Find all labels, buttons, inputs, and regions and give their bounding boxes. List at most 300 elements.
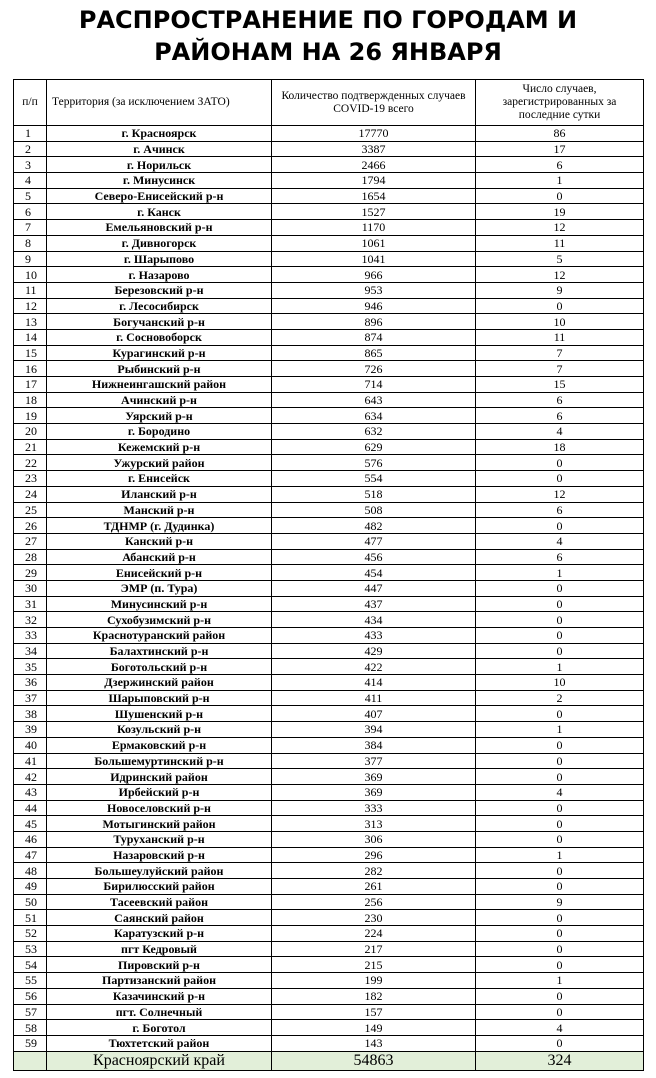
row-daily-cases: 0 xyxy=(476,769,644,785)
table-row xyxy=(14,957,644,973)
row-total-cases: 17770 xyxy=(272,126,476,142)
header-daily-cases: Число случаев, зарегистрированных за последние сутки xyxy=(476,80,644,126)
row-territory: Кежемский р-н xyxy=(47,439,272,455)
table-row xyxy=(14,486,644,502)
row-territory: Шушенский р-н xyxy=(47,706,272,722)
row-total-cases: 157 xyxy=(272,1004,476,1020)
row-number: 3 xyxy=(14,157,47,173)
row-total-cases: 1041 xyxy=(272,251,476,267)
table-row xyxy=(14,596,644,612)
row-territory: Минусинский р-н xyxy=(47,596,272,612)
row-number: 53 xyxy=(14,941,47,957)
row-daily-cases: 0 xyxy=(476,1004,644,1020)
row-number: 12 xyxy=(14,298,47,314)
row-number: 34 xyxy=(14,643,47,659)
row-number: 14 xyxy=(14,329,47,345)
row-number: 16 xyxy=(14,361,47,377)
row-total-cases: 143 xyxy=(272,1035,476,1051)
table-row xyxy=(14,675,644,691)
table-row xyxy=(14,298,644,314)
table-row xyxy=(14,361,644,377)
row-territory: Тюхтетский район xyxy=(47,1035,272,1051)
row-daily-cases: 11 xyxy=(476,329,644,345)
row-number: 39 xyxy=(14,722,47,738)
header-territory: Территория (за исключением ЗАТО) xyxy=(47,80,272,126)
row-number: 18 xyxy=(14,392,47,408)
row-number: 17 xyxy=(14,377,47,393)
row-total-cases: 518 xyxy=(272,486,476,502)
row-territory: Нижнеингашский район xyxy=(47,377,272,393)
row-daily-cases: 4 xyxy=(476,533,644,549)
row-total-cases: 2466 xyxy=(272,157,476,173)
row-territory: г. Дивногорск xyxy=(47,235,272,251)
table-row xyxy=(14,314,644,330)
table-row xyxy=(14,518,644,534)
row-daily-cases: 6 xyxy=(476,157,644,173)
row-territory: Ужурский район xyxy=(47,455,272,471)
row-daily-cases: 0 xyxy=(476,816,644,832)
row-total-cases: 394 xyxy=(272,722,476,738)
header-total-cases: Количество подтвержденных случаев COVID-19 всего xyxy=(272,80,476,126)
row-territory: ЭМР (п. Тура) xyxy=(47,580,272,596)
table-row xyxy=(14,533,644,549)
row-daily-cases: 0 xyxy=(476,628,644,644)
row-territory: Курагинский р-н xyxy=(47,345,272,361)
row-total-cases: 149 xyxy=(272,1020,476,1036)
table-row xyxy=(14,847,644,863)
row-territory: Краснотуранский район xyxy=(47,628,272,644)
row-territory: Большеулуйский район xyxy=(47,863,272,879)
row-total-cases: 554 xyxy=(272,471,476,487)
row-total-cases: 1061 xyxy=(272,235,476,251)
row-territory: Абанский р-н xyxy=(47,549,272,565)
row-daily-cases: 0 xyxy=(476,831,644,847)
table-row xyxy=(14,220,644,236)
row-total-cases: 199 xyxy=(272,973,476,989)
row-number: 20 xyxy=(14,424,47,440)
row-total-cases: 456 xyxy=(272,549,476,565)
row-territory: г. Канск xyxy=(47,204,272,220)
row-total-cases: 482 xyxy=(272,518,476,534)
table-row xyxy=(14,377,644,393)
row-territory: Емельяновский р-н xyxy=(47,220,272,236)
row-daily-cases: 4 xyxy=(476,424,644,440)
row-daily-cases: 0 xyxy=(476,879,644,895)
table-row xyxy=(14,941,644,957)
row-daily-cases: 0 xyxy=(476,518,644,534)
row-daily-cases: 0 xyxy=(476,910,644,926)
row-number: 52 xyxy=(14,926,47,942)
row-number: 48 xyxy=(14,863,47,879)
table-row xyxy=(14,565,644,581)
table-row xyxy=(14,424,644,440)
table-row xyxy=(14,141,644,157)
row-territory: Саянский район xyxy=(47,910,272,926)
row-daily-cases: 6 xyxy=(476,408,644,424)
row-daily-cases: 1 xyxy=(476,973,644,989)
row-territory: г. Енисейск xyxy=(47,471,272,487)
row-total-cases: 874 xyxy=(272,329,476,345)
row-territory: Северо-Енисейский р-н xyxy=(47,188,272,204)
row-daily-cases: 11 xyxy=(476,235,644,251)
total-row-daily: 324 xyxy=(476,1051,644,1070)
row-daily-cases: 1 xyxy=(476,565,644,581)
row-total-cases: 434 xyxy=(272,612,476,628)
row-daily-cases: 9 xyxy=(476,894,644,910)
row-territory: Козульский р-н xyxy=(47,722,272,738)
table-row xyxy=(14,737,644,753)
row-number: 49 xyxy=(14,879,47,895)
row-daily-cases: 1 xyxy=(476,659,644,675)
table-row xyxy=(14,659,644,675)
row-territory: Идринский район xyxy=(47,769,272,785)
table-row xyxy=(14,408,644,424)
table-row xyxy=(14,784,644,800)
row-territory: г. Сосновоборск xyxy=(47,329,272,345)
row-daily-cases: 0 xyxy=(476,988,644,1004)
row-number: 10 xyxy=(14,267,47,283)
table-row xyxy=(14,690,644,706)
row-territory: г. Бородино xyxy=(47,424,272,440)
row-total-cases: 422 xyxy=(272,659,476,675)
row-total-cases: 576 xyxy=(272,455,476,471)
row-number: 55 xyxy=(14,973,47,989)
row-number: 19 xyxy=(14,408,47,424)
row-number: 23 xyxy=(14,471,47,487)
row-number: 26 xyxy=(14,518,47,534)
table-row xyxy=(14,1004,644,1020)
row-territory: Партизанский район xyxy=(47,973,272,989)
row-number: 30 xyxy=(14,580,47,596)
row-territory: Бирилюсский район xyxy=(47,879,272,895)
page-title xyxy=(0,4,656,68)
row-number: 24 xyxy=(14,486,47,502)
row-territory: Сухобузимский р-н xyxy=(47,612,272,628)
table-row xyxy=(14,926,644,942)
table-row xyxy=(14,345,644,361)
row-number: 31 xyxy=(14,596,47,612)
table-row xyxy=(14,157,644,173)
row-number: 5 xyxy=(14,188,47,204)
row-number: 6 xyxy=(14,204,47,220)
row-number: 42 xyxy=(14,769,47,785)
row-daily-cases: 0 xyxy=(476,596,644,612)
row-number: 59 xyxy=(14,1035,47,1051)
row-total-cases: 333 xyxy=(272,800,476,816)
row-daily-cases: 7 xyxy=(476,361,644,377)
row-daily-cases: 0 xyxy=(476,1035,644,1051)
table-row xyxy=(14,831,644,847)
table-row xyxy=(14,455,644,471)
row-total-cases: 429 xyxy=(272,643,476,659)
row-total-cases: 296 xyxy=(272,847,476,863)
row-daily-cases: 1 xyxy=(476,173,644,189)
row-territory: Шарыповский р-н xyxy=(47,690,272,706)
row-daily-cases: 0 xyxy=(476,737,644,753)
row-number: 54 xyxy=(14,957,47,973)
row-daily-cases: 4 xyxy=(476,1020,644,1036)
row-number: 45 xyxy=(14,816,47,832)
row-total-cases: 437 xyxy=(272,596,476,612)
row-total-cases: 896 xyxy=(272,314,476,330)
row-territory: Казачинский р-н xyxy=(47,988,272,1004)
table-row xyxy=(14,879,644,895)
row-total-cases: 632 xyxy=(272,424,476,440)
row-total-cases: 306 xyxy=(272,831,476,847)
title-line-2: РАЙОНАМ НА 26 ЯНВАРЯ xyxy=(154,38,502,66)
row-territory: Дзержинский район xyxy=(47,675,272,691)
row-number: 21 xyxy=(14,439,47,455)
row-number: 29 xyxy=(14,565,47,581)
row-daily-cases: 6 xyxy=(476,392,644,408)
row-territory: Березовский р-н xyxy=(47,282,272,298)
row-territory: г. Красноярск xyxy=(47,126,272,142)
row-daily-cases: 5 xyxy=(476,251,644,267)
covid-cases-table xyxy=(13,79,644,1071)
table-row xyxy=(14,894,644,910)
row-territory: г. Боготол xyxy=(47,1020,272,1036)
row-daily-cases: 0 xyxy=(476,800,644,816)
row-daily-cases: 4 xyxy=(476,784,644,800)
row-daily-cases: 12 xyxy=(476,486,644,502)
table-row xyxy=(14,329,644,345)
table-row xyxy=(14,643,644,659)
row-territory: Большемуртинский р-н xyxy=(47,753,272,769)
row-number: 44 xyxy=(14,800,47,816)
row-number: 28 xyxy=(14,549,47,565)
row-total-cases: 643 xyxy=(272,392,476,408)
row-total-cases: 369 xyxy=(272,769,476,785)
row-daily-cases: 0 xyxy=(476,455,644,471)
row-daily-cases: 0 xyxy=(476,471,644,487)
row-number: 43 xyxy=(14,784,47,800)
row-daily-cases: 12 xyxy=(476,220,644,236)
table-row xyxy=(14,973,644,989)
row-number: 51 xyxy=(14,910,47,926)
row-total-cases: 726 xyxy=(272,361,476,377)
row-total-cases: 1527 xyxy=(272,204,476,220)
row-number: 11 xyxy=(14,282,47,298)
row-daily-cases: 0 xyxy=(476,298,644,314)
row-territory: Назаровский р-н xyxy=(47,847,272,863)
total-row-cases: 54863 xyxy=(272,1051,476,1070)
row-number: 27 xyxy=(14,533,47,549)
row-number: 35 xyxy=(14,659,47,675)
row-total-cases: 411 xyxy=(272,690,476,706)
row-daily-cases: 0 xyxy=(476,612,644,628)
table-row xyxy=(14,580,644,596)
table-row xyxy=(14,502,644,518)
table-row xyxy=(14,988,644,1004)
row-total-cases: 447 xyxy=(272,580,476,596)
row-total-cases: 414 xyxy=(272,675,476,691)
row-total-cases: 629 xyxy=(272,439,476,455)
table-row xyxy=(14,612,644,628)
table-total-row xyxy=(14,1051,644,1070)
table-row xyxy=(14,392,644,408)
row-total-cases: 714 xyxy=(272,377,476,393)
row-daily-cases: 7 xyxy=(476,345,644,361)
row-daily-cases: 10 xyxy=(476,675,644,691)
row-territory: Новоселовский р-н xyxy=(47,800,272,816)
row-territory: Туруханский р-н xyxy=(47,831,272,847)
row-daily-cases: 86 xyxy=(476,126,644,142)
row-number: 37 xyxy=(14,690,47,706)
row-territory: Боготольский р-н xyxy=(47,659,272,675)
row-total-cases: 377 xyxy=(272,753,476,769)
row-daily-cases: 18 xyxy=(476,439,644,455)
row-number: 22 xyxy=(14,455,47,471)
row-territory: Иланский р-н xyxy=(47,486,272,502)
row-territory: Балахтинский р-н xyxy=(47,643,272,659)
row-daily-cases: 19 xyxy=(476,204,644,220)
table-row xyxy=(14,282,644,298)
row-territory: Тасеевский район xyxy=(47,894,272,910)
table-row xyxy=(14,753,644,769)
row-daily-cases: 0 xyxy=(476,580,644,596)
row-daily-cases: 0 xyxy=(476,706,644,722)
table-row xyxy=(14,235,644,251)
row-daily-cases: 15 xyxy=(476,377,644,393)
row-territory: г. Шарыпово xyxy=(47,251,272,267)
row-territory: Рыбинский р-н xyxy=(47,361,272,377)
row-daily-cases: 1 xyxy=(476,847,644,863)
table-row xyxy=(14,549,644,565)
table-row xyxy=(14,863,644,879)
table-row xyxy=(14,439,644,455)
row-number: 25 xyxy=(14,502,47,518)
row-total-cases: 966 xyxy=(272,267,476,283)
table-row xyxy=(14,204,644,220)
row-territory: г. Назарово xyxy=(47,267,272,283)
row-total-cases: 407 xyxy=(272,706,476,722)
row-territory: Богучанский р-н xyxy=(47,314,272,330)
table-row xyxy=(14,251,644,267)
row-number: 8 xyxy=(14,235,47,251)
row-daily-cases: 6 xyxy=(476,549,644,565)
row-number: 57 xyxy=(14,1004,47,1020)
row-total-cases: 217 xyxy=(272,941,476,957)
table-body xyxy=(14,126,644,1052)
row-number: 40 xyxy=(14,737,47,753)
table-row xyxy=(14,769,644,785)
row-territory: пгт. Солнечный xyxy=(47,1004,272,1020)
row-daily-cases: 0 xyxy=(476,926,644,942)
row-total-cases: 1170 xyxy=(272,220,476,236)
row-total-cases: 369 xyxy=(272,784,476,800)
row-total-cases: 1654 xyxy=(272,188,476,204)
row-daily-cases: 1 xyxy=(476,722,644,738)
table-row xyxy=(14,800,644,816)
row-territory: Мотыгинский район xyxy=(47,816,272,832)
table-row xyxy=(14,706,644,722)
row-number: 38 xyxy=(14,706,47,722)
row-total-cases: 282 xyxy=(272,863,476,879)
row-daily-cases: 0 xyxy=(476,643,644,659)
row-number: 32 xyxy=(14,612,47,628)
row-daily-cases: 2 xyxy=(476,690,644,706)
row-territory: г. Минусинск xyxy=(47,173,272,189)
row-total-cases: 508 xyxy=(272,502,476,518)
row-daily-cases: 6 xyxy=(476,502,644,518)
row-daily-cases: 10 xyxy=(476,314,644,330)
row-daily-cases: 17 xyxy=(476,141,644,157)
row-territory: Манский р-н xyxy=(47,502,272,518)
row-territory: ТДНМР (г. Дудинка) xyxy=(47,518,272,534)
header-number: п/п xyxy=(14,80,47,126)
title-line-1: РАСПРОСТРАНЕНИЕ ПО ГОРОДАМ И xyxy=(78,6,578,34)
row-number: 9 xyxy=(14,251,47,267)
table-row xyxy=(14,816,644,832)
table-row xyxy=(14,628,644,644)
total-row-number xyxy=(14,1051,47,1070)
row-territory: Ирбейский р-н xyxy=(47,784,272,800)
row-total-cases: 865 xyxy=(272,345,476,361)
row-total-cases: 454 xyxy=(272,565,476,581)
total-row-name: Красноярский край xyxy=(47,1051,272,1070)
row-number: 50 xyxy=(14,894,47,910)
row-daily-cases: 0 xyxy=(476,753,644,769)
row-total-cases: 477 xyxy=(272,533,476,549)
row-daily-cases: 9 xyxy=(476,282,644,298)
table-row xyxy=(14,126,644,142)
row-number: 33 xyxy=(14,628,47,644)
row-number: 1 xyxy=(14,126,47,142)
row-number: 4 xyxy=(14,173,47,189)
row-total-cases: 224 xyxy=(272,926,476,942)
row-total-cases: 215 xyxy=(272,957,476,973)
row-territory: г. Лесосибирск xyxy=(47,298,272,314)
table-row xyxy=(14,471,644,487)
table-row xyxy=(14,1035,644,1051)
row-total-cases: 182 xyxy=(272,988,476,1004)
table-row xyxy=(14,910,644,926)
table-header-row xyxy=(14,80,644,126)
table-row xyxy=(14,173,644,189)
row-total-cases: 384 xyxy=(272,737,476,753)
row-number: 15 xyxy=(14,345,47,361)
row-number: 36 xyxy=(14,675,47,691)
row-total-cases: 953 xyxy=(272,282,476,298)
row-territory: Ачинский р-н xyxy=(47,392,272,408)
table-row xyxy=(14,267,644,283)
table-row xyxy=(14,188,644,204)
row-territory: Уярский р-н xyxy=(47,408,272,424)
row-total-cases: 230 xyxy=(272,910,476,926)
row-number: 47 xyxy=(14,847,47,863)
row-number: 2 xyxy=(14,141,47,157)
row-daily-cases: 0 xyxy=(476,941,644,957)
row-number: 46 xyxy=(14,831,47,847)
row-territory: г. Ачинск xyxy=(47,141,272,157)
row-total-cases: 946 xyxy=(272,298,476,314)
row-number: 13 xyxy=(14,314,47,330)
row-daily-cases: 0 xyxy=(476,957,644,973)
table-row xyxy=(14,1020,644,1036)
row-total-cases: 1794 xyxy=(272,173,476,189)
row-number: 58 xyxy=(14,1020,47,1036)
row-territory: Енисейский р-н xyxy=(47,565,272,581)
row-territory: Каратузский р-н xyxy=(47,926,272,942)
row-total-cases: 313 xyxy=(272,816,476,832)
row-territory: г. Норильск xyxy=(47,157,272,173)
row-total-cases: 3387 xyxy=(272,141,476,157)
row-territory: Ермаковский р-н xyxy=(47,737,272,753)
row-number: 41 xyxy=(14,753,47,769)
row-territory: Канский р-н xyxy=(47,533,272,549)
row-daily-cases: 12 xyxy=(476,267,644,283)
row-number: 56 xyxy=(14,988,47,1004)
